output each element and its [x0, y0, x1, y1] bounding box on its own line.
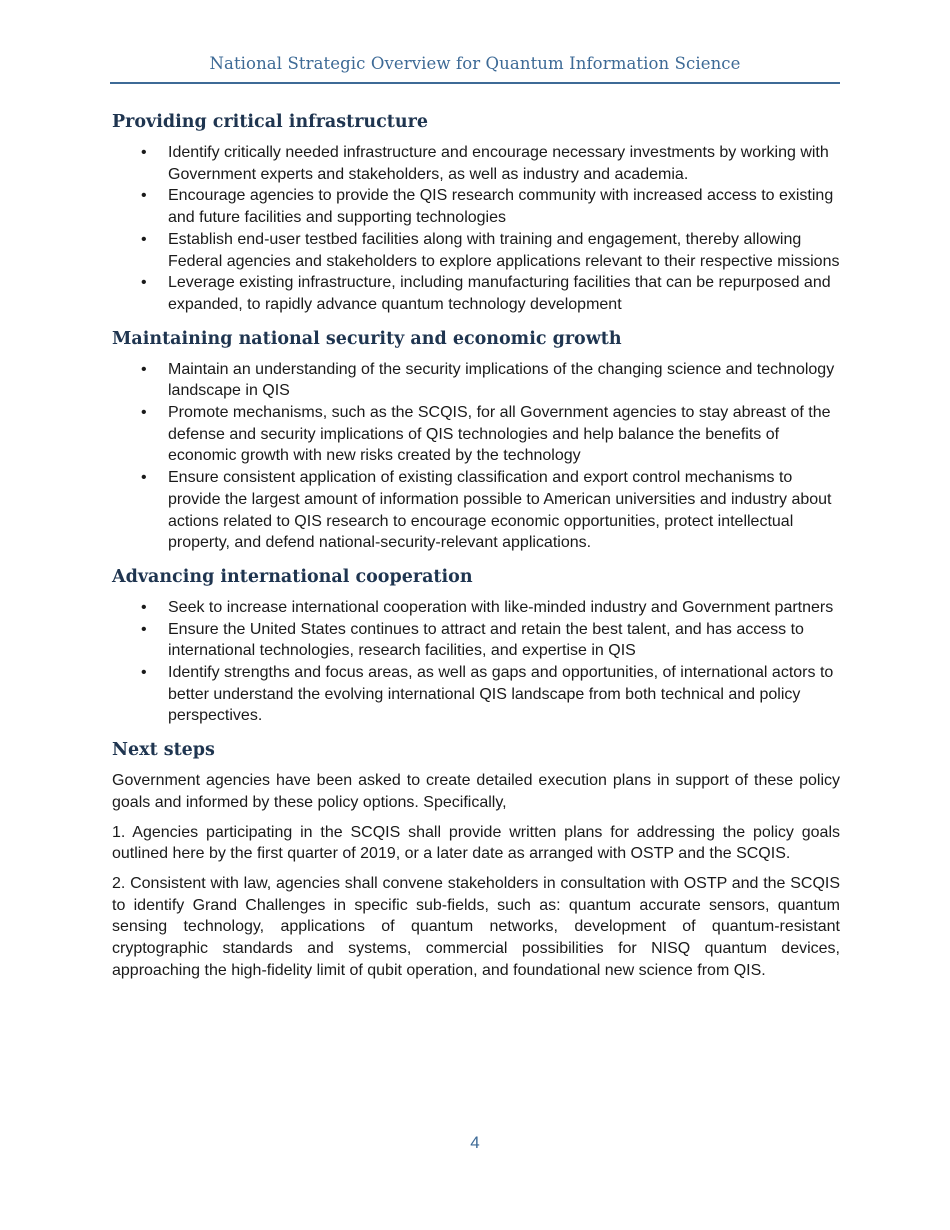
running-header: National Strategic Overview for Quantum Information Science	[209, 54, 741, 73]
page-number: 4	[470, 1133, 480, 1152]
bullet-item	[112, 619, 840, 662]
bullet-text: Identify critically needed infrastructure and encourage necessary investments by working with Government experts and stakeholders, as well as industry and academia.	[168, 144, 829, 183]
bullet-item	[112, 359, 840, 402]
bullet-text: Promote mechanisms, such as the SCQIS, for all Government agencies to stay abreast of the defense and security implications of QIS technologies and help balance the benefits of economic growth with new risks created by the technology	[168, 404, 831, 465]
paragraph: 2. Consistent with law, agencies shall convene stakeholders in consultation with OSTP and the SCQIS to identify Grand Challenges in specific sub-fields, such as: quantum accurate sensors, quantum sensing technology, applications of quantum networks, development of quantum-resistant cryptographic standards and systems, commercial possibilities for NISQ quantum devices, approaching the high-fidelity limit of qubit operation, and foundational new science from QIS.	[112, 874, 840, 979]
bullet-item	[112, 402, 840, 467]
bullet-item	[112, 467, 840, 554]
bullet-list	[112, 142, 840, 316]
bullet-dot-icon: •	[141, 144, 147, 161]
bullet-list	[112, 597, 840, 727]
bullet-dot-icon: •	[141, 598, 147, 616]
section-international-cooperation	[112, 564, 840, 727]
page-content	[112, 109, 840, 992]
section-critical-infrastructure	[112, 109, 840, 316]
section-heading: Next steps	[112, 740, 215, 761]
paragraph: 1. Agencies participating in the SCQIS shall provide written plans for addressing the policy goals outlined here by the first quarter of 2019, or a later date as arranged with OSTP and the SCQIS.	[112, 823, 840, 863]
bullet-item	[112, 662, 840, 727]
bullet-text: Maintain an understanding of the security implications of the changing science and technology landscape in QIS	[168, 360, 835, 400]
bullet-item	[112, 229, 840, 272]
bullet-dot-icon: •	[141, 620, 147, 638]
bullet-text: Leverage existing infrastructure, including manufacturing facilities that can be repurposed and expanded, to rapidly advance quantum technology development	[168, 274, 831, 313]
bullet-dot-icon: •	[141, 187, 147, 205]
bullet-item	[112, 185, 840, 228]
bullet-dot-icon: •	[141, 360, 147, 378]
section-heading: Advancing international cooperation	[112, 566, 473, 587]
paragraph: Government agencies have been asked to create detailed execution plans in support of these policy goals and informed by these policy options. Specifically,	[112, 772, 840, 811]
bullet-item	[112, 272, 840, 315]
section-heading: Providing critical infrastructure	[112, 112, 428, 132]
section-heading: Maintaining national security and economic growth	[112, 328, 622, 349]
bullet-dot-icon: •	[141, 469, 147, 487]
bullet-text: Encourage agencies to provide the QIS research community with increased access to existing and future facilities and supporting technologies	[168, 187, 834, 227]
bullet-text: Establish end-user testbed facilities along with training and engagement, thereby allowing Federal agencies and stakeholders to explore applications relevant to their respective missions	[168, 230, 840, 270]
bullet-dot-icon: •	[141, 664, 147, 682]
bullet-list	[112, 359, 840, 554]
header-rule	[110, 82, 840, 84]
bullet-text: Ensure the United States continues to attract and retain the best talent, and has access to international technologies, research facilities, and expertise in QIS	[168, 620, 804, 660]
section-next-steps	[112, 737, 840, 981]
bullet-dot-icon: •	[141, 404, 147, 422]
bullet-text: Identify strengths and focus areas, as well as gaps and opportunities, of international actors to better understand the evolving international QIS landscape from both technical and policy perspectives.	[168, 664, 834, 725]
bullet-item	[112, 597, 840, 619]
bullet-item	[112, 142, 840, 185]
bullet-dot-icon: •	[141, 274, 147, 292]
bullet-dot-icon: •	[141, 230, 147, 248]
bullet-text: Seek to increase international cooperation with like-minded industry and Government partners	[168, 598, 834, 616]
bullet-text: Ensure consistent application of existing classification and export control mechanisms to provide the largest amount of information possible to American universities and industry about actions related to QIS research to encourage economic opportunities, protect intellectual property, and defend national-security-relevant applications.	[168, 469, 832, 552]
section-national-security	[112, 326, 840, 554]
